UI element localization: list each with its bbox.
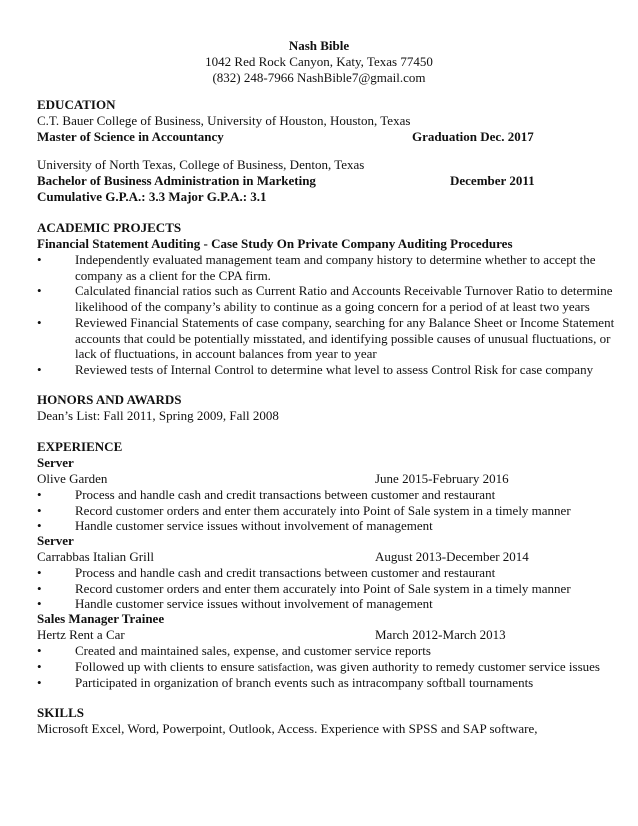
education-heading: EDUCATION: [37, 97, 116, 112]
degree-2-date: December 2011: [450, 173, 535, 188]
project-bullet-3-line-3: lack of fluctuations, in account balances from year to year: [75, 346, 377, 361]
gpa: Cumulative G.P.A.: 3.3 Major G.P.A.: 3.1: [37, 189, 267, 204]
contact-info: (832) 248-7966 NashBible7@gmail.com: [212, 70, 426, 85]
project-bullet-3-line-1: Reviewed Financial Statements of case company, searching for any Balance Sheet or Income Statement: [75, 315, 615, 330]
honors-heading: HONORS AND AWARDS: [37, 392, 182, 407]
job-title: Server: [37, 533, 74, 548]
school-2: University of North Texas, College of Business, Denton, Texas: [37, 157, 365, 172]
bullet-marker: •: [37, 362, 42, 377]
bullet-marker: •: [37, 252, 42, 267]
job-bullet: Participated in organization of branch events such as intracompany softball tournaments: [75, 675, 534, 690]
project-title: Financial Statement Auditing - Case Study On Private Company Auditing Procedures: [37, 236, 513, 251]
project-bullet-4-line-1: Reviewed tests of Internal Control to determine what level to assess Control Risk for case company: [75, 362, 594, 377]
job-dates: August 2013-December 2014: [375, 549, 529, 564]
bullet-marker: •: [37, 596, 42, 611]
bullet-marker: •: [37, 581, 42, 596]
job-bullet-part: Followed up with clients to ensure: [75, 659, 258, 674]
experience-heading: EXPERIENCE: [37, 439, 123, 454]
project-bullet-1-line-1: Independently evaluated management team and company history to determine whether to accept the: [75, 252, 596, 267]
degree-1-date: Graduation Dec. 2017: [412, 129, 534, 144]
job-bullet: Record customer orders and enter them accurately into Point of Sale system in a timely manner: [75, 503, 571, 518]
projects-heading: ACADEMIC PROJECTS: [37, 220, 182, 235]
job-bullet-part: , was given authority to remedy customer service issues: [310, 659, 600, 674]
job-employer: Olive Garden: [37, 471, 108, 486]
job-title: Sales Manager Trainee: [37, 611, 165, 626]
job-bullet: Record customer orders and enter them accurately into Point of Sale system in a timely manner: [75, 581, 571, 596]
skills-heading: SKILLS: [37, 705, 84, 720]
job-dates: June 2015-February 2016: [375, 471, 509, 486]
candidate-name: Nash Bible: [288, 38, 350, 53]
job-employer: Carrabbas Italian Grill: [37, 549, 154, 564]
bullet-marker: •: [37, 565, 42, 580]
job-title: Server: [37, 455, 74, 470]
bullet-marker: •: [37, 283, 42, 298]
bullet-marker: •: [37, 675, 42, 690]
bullet-marker: •: [37, 315, 42, 330]
project-bullet-3-line-2: accounts that could be potentially misstated, and identifying possible causes of unusual fluctuations, or: [75, 331, 611, 346]
honors-text: Dean’s List: Fall 2011, Spring 2009, Fall 2008: [37, 408, 279, 423]
job-bullet: Handle customer service issues without involvement of management: [75, 518, 433, 533]
project-bullet-1-line-2: company as a client for the CPA firm.: [75, 268, 271, 283]
bullet-marker: •: [37, 643, 42, 658]
job-bullet: Handle customer service issues without involvement of management: [75, 596, 433, 611]
project-bullet-2-line-1: Calculated financial ratios such as Current Ratio and Accounts Receivable Turnover Ratio to determine: [75, 283, 613, 298]
bullet-marker: •: [37, 503, 42, 518]
bullet-marker: •: [37, 659, 42, 674]
job-bullet: Created and maintained sales, expense, and customer service reports: [75, 643, 431, 658]
bullet-marker: •: [37, 518, 42, 533]
address: 1042 Red Rock Canyon, Katy, Texas 77450: [205, 54, 433, 69]
job-bullet-mixed: [75, 659, 600, 676]
school-1: C.T. Bauer College of Business, University of Houston, Houston, Texas: [37, 113, 411, 128]
job-bullet-part-small: satisfaction: [257, 662, 311, 674]
degree-1: Master of Science in Accountancy: [37, 129, 224, 144]
job-bullet: Process and handle cash and credit transactions between customer and restaurant: [75, 565, 496, 580]
job-employer: Hertz Rent a Car: [37, 627, 125, 642]
project-bullet-2-line-2: likelihood of the company’s ability to continue as a going concern for a period of at least two years: [75, 299, 590, 314]
job-bullet: Process and handle cash and credit transactions between customer and restaurant: [75, 487, 496, 502]
degree-2: Bachelor of Business Administration in Marketing: [37, 173, 316, 188]
skills-text: Microsoft Excel, Word, Powerpoint, Outlook, Access. Experience with SPSS and SAP software,: [37, 721, 538, 736]
bullet-marker: •: [37, 487, 42, 502]
job-dates: March 2012-March 2013: [375, 627, 506, 642]
